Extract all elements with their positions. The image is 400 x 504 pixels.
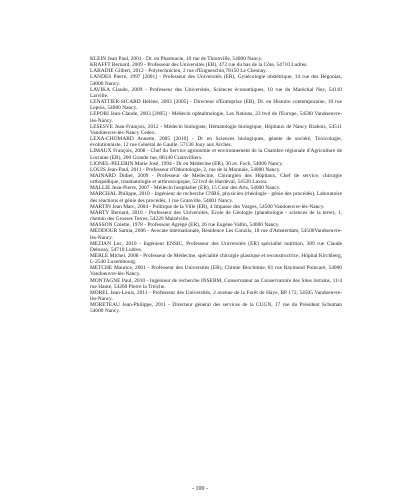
directory-entry: KRAFFT Bernard, 2009 - Professeur des Universités (ER), 472 rue du bas de la Côte, 54710 Ludres. — [90, 62, 308, 69]
directory-entry: MONTAGNE Paul, 2010 - Ingénieur de recherche INSERM, Conservateur au Conservatoire des Sites lorrains, 11/4 rue Haute, 54200 Pierre la Treiche. — [90, 277, 342, 290]
directory-entry: MASSON Colette, 1978 - Professeur Agrégé (ER), 26 rue Eugène Vallin, 54000 Nancy. — [90, 222, 280, 229]
directory-entry: MEDDOUR Samia, 2006 - Avocate internationale, Résidence Les Conzils, 18 rue d'Amsterdam, 54500Vandoeuvre-lès-Nancy. — [90, 228, 342, 241]
directory-entry: MARTIN Jean Marc, 2004 - Politique de la Ville (ER), 4 Impasse des Vosges, 54500 Vandoeuvre-lès-Nancy. — [90, 203, 325, 210]
directory-entry: LIONEL-PELERIN Marie José, 1994 - Dr en Médecine (ER), 30 av. Foch, 54000 Nancy. — [90, 160, 284, 167]
directory-entry: MARTY Bernard, 2010 - Professeur des Universités, Ecole de Géologie (planétologie - sciences de la terre), 1, chemin des Grosses Terres, 54220 Malzéville. — [90, 209, 342, 223]
directory-entry: MALLIE Jean-Pierre, 2007 - Médecin hospitalier (ER), 15 Cour des Arts, 54000 Nancy. — [90, 185, 281, 192]
directory-entry: LENATTIER-SICARD Hélène, 2003 [2005] - Directeur d'Entreprise (ER), Dr. en Histoire contemporaine, 10 rue Lepois, 54000 Nancy. — [90, 99, 342, 112]
directory-entry: LESESVE Jean-François, 2012 - Médecin biologiste, Hématologie biologique, Hôpitaux de Nancy Brabois, 54511 Vandoeuvre-lès-Nancy Cedex. — [90, 123, 342, 136]
directory-entry: LANDES Pierre, 1997 [2001] - Professeur des Universités (ER), Gynécologie obstétrique, 14 rue des Bégonias, 54000 Nancy. — [90, 74, 342, 87]
directory-entry: MAINARD Didier, 2009 - Professeur de Médecine, Chirurgien des Hôpitaux, Chef de service, chirurgie orthopédique, traumatologie et arthroscopique, 52 bvd de Hardeval, 54520 Laxou. — [90, 172, 342, 186]
directory-entry: LOUIS Jean-Paul, 2011 - Professeur d'Odontologie, 2, rue de la Monnaie, 54000 Nancy. — [90, 166, 281, 173]
directory-entry: MEZIAN Luc, 2010 - Ingénieur ENSIC, Professeur des Universités (ER) spécialité nutrition, 309 rue Claude Debussy, 54710 Ludres. — [90, 240, 342, 253]
page-number: - 100 - — [192, 486, 208, 492]
directory-entry: LEPORI Jean-Claude, 2003 [2005] - Médecin ophtalmologie, Les Nations, 23 bvd de l'Europe, 54500 Vandoeuvre-lès-Nancy. — [90, 111, 342, 124]
directory-entry: MERLE Michel, 2008 - Professeur de Médecine, spécialité chirurgie plastique et reconstructrice, Hôpital Kirchberg, L-2540 Luxembourg. — [90, 253, 342, 266]
directory-entry: MARCHAL Philippe, 2010 - Ingénieur de recherche CNRS, physicien (rhéologie - génie des procédés), Laboratoire des réactions et génie des procédés, 1 rue Granville, 54001 Nancy. — [90, 191, 342, 204]
directory-entry: LAVIKA Claude, 2009 - Professeur des Universités, Sciences économiques, 10 rue du Maréchal Ney, 54110 Larville. — [90, 86, 342, 99]
directory-entry: LIMAUX François, 2008 - Chef du Service agronomie et environnement de la Chambre régionale d'Agriculture de Lorraine (ER), 200 Grande rue, 88140 Crainvilliers. — [90, 148, 342, 161]
directory-entry: KLEIN Jean Paul, 2001 - Dr. en Pharmacie, 10 rue de Thionville, 54000 Nancy. — [90, 56, 263, 62]
directory-entry: LABADIE Gilbert, 2012 - Polytechnicien, 2 rue d'Engueschin,78150 Le Chesnay. — [90, 68, 267, 75]
directory-entry: MOREL Jean-Louis, 2011 - Professeur des Universités, 2 avenue de la Forêt de Haye, BP 172, 54505 Vandoeuvre-lès-Nancy. — [90, 289, 342, 303]
member-directory-list — [90, 56, 342, 315]
directory-entry: METCHE Maurice, 2001 - Professeur des Universités (ER), Chimie Biochimie, 81 rue Raymond Poincaré, 54000 Vandoeuvre-lès-Nancy. — [90, 265, 342, 278]
directory-entry: LEXA-CHOMARD Annette, 2005 [2010] - Dr en Sciences biologiques, géante de société, Toxicologie, évolutionniste, 12 rue Général de Gaulle, 57130 Jouy aux Arches. — [90, 136, 342, 149]
directory-entry: MORETEAU Jean-Philippe, 2011 - Directeur général des services de la CUGN, 17 rue du Président Schuman 54000 Nancy. — [90, 302, 342, 315]
